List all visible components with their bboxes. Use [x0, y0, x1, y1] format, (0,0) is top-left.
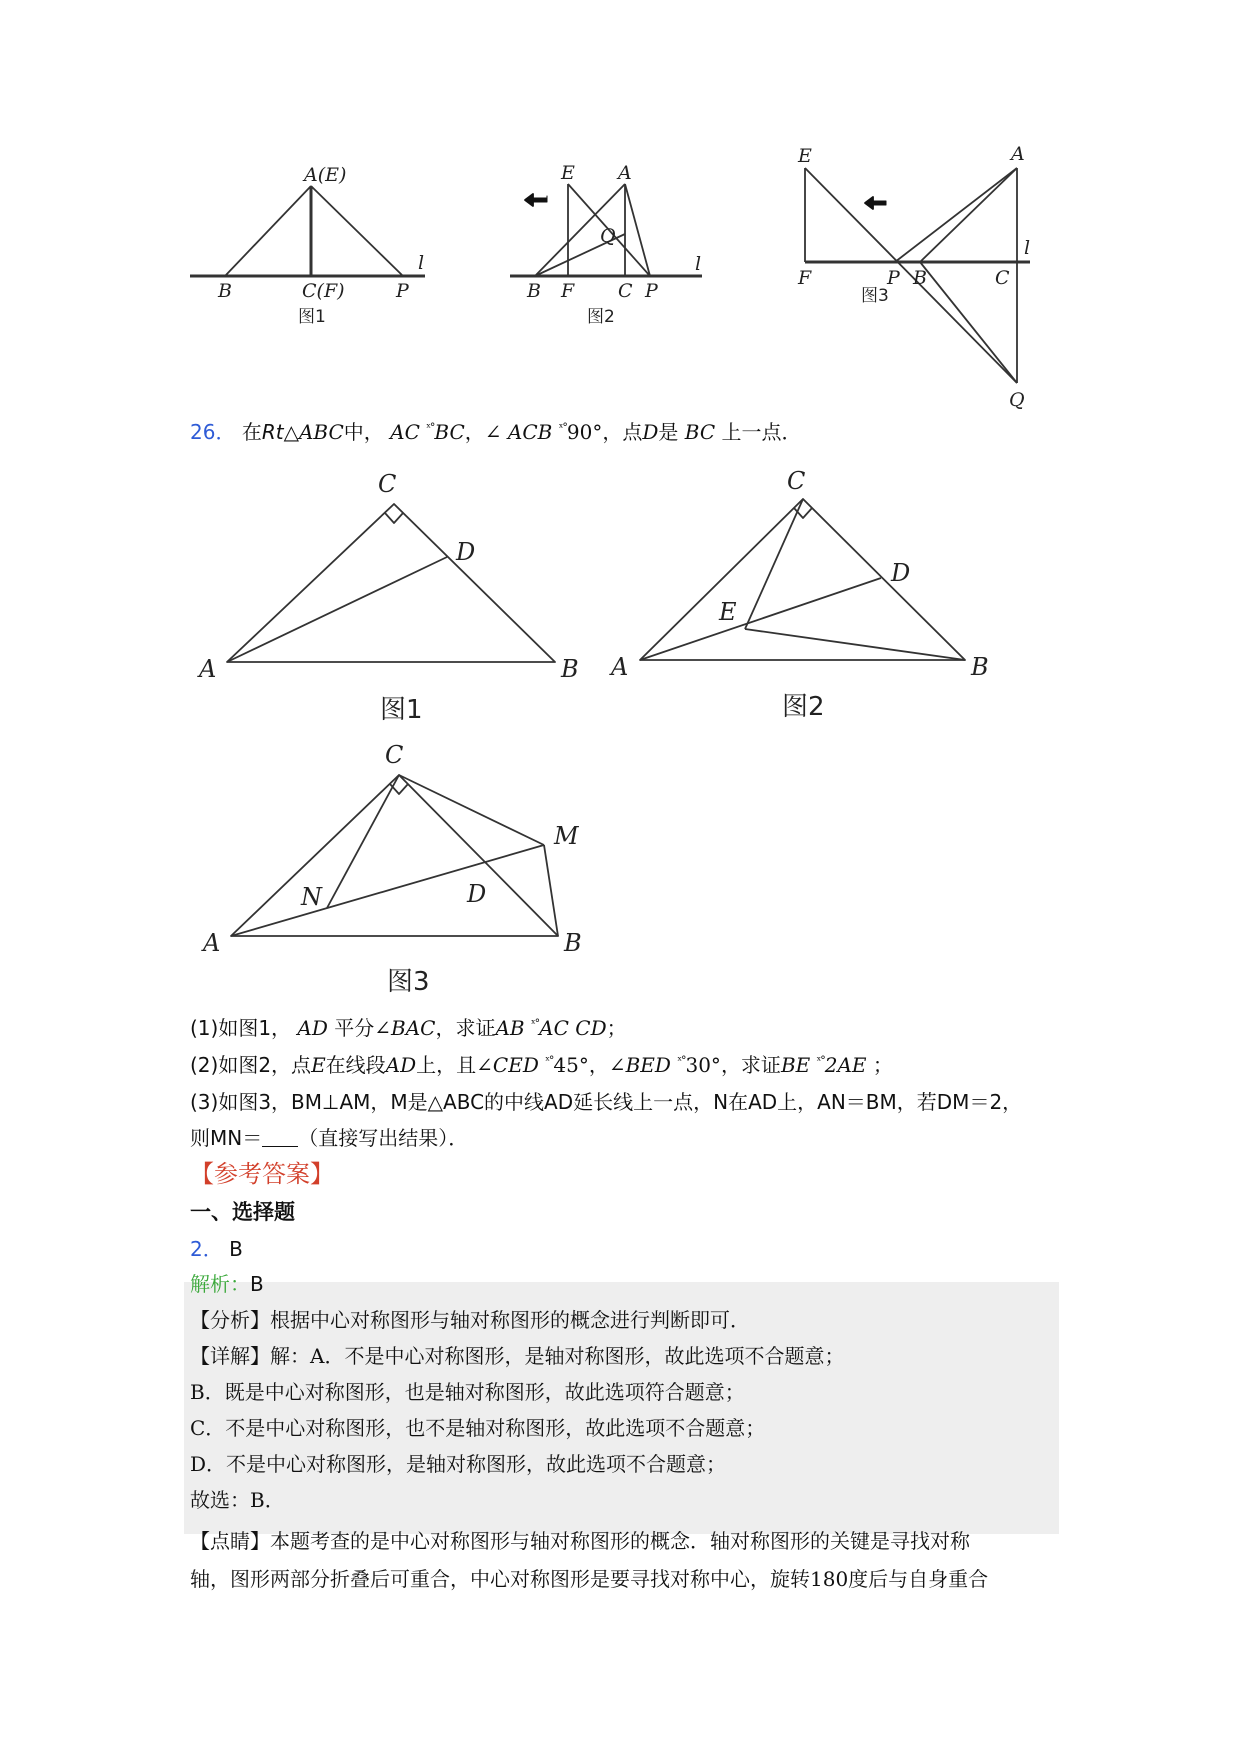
- answer-blank: [262, 1126, 298, 1147]
- label-l: l: [418, 252, 425, 274]
- analysis-line: 【分析】根据中心对称图形与轴对称图形的概念进行判断即可．: [190, 1308, 750, 1332]
- triangle-abc: [640, 499, 965, 660]
- garbled-symbol: ˣ°: [530, 1017, 540, 1030]
- label-a: A: [618, 162, 632, 184]
- arrow-head-icon: [865, 197, 873, 209]
- label-a: A: [199, 655, 217, 683]
- label-p: P: [887, 267, 900, 289]
- label-d: D: [891, 559, 911, 587]
- right-angle-mark: [385, 513, 403, 523]
- label-d: D: [456, 538, 476, 566]
- label-b: B: [218, 280, 232, 302]
- analysis-line: 故选：B．: [190, 1488, 285, 1512]
- segment-eq: [805, 168, 1017, 383]
- garbled-symbol: ˣ°: [426, 421, 435, 434]
- label-q: Q: [1009, 389, 1025, 411]
- label-n: N: [301, 883, 322, 911]
- q26-figure-1: [185, 462, 585, 727]
- label-l: l: [1024, 237, 1031, 259]
- comment-line: 【点睛】本题考查的是中心对称图形与轴对称图形的概念．轴对称图形的关键是寻找对称: [190, 1529, 970, 1553]
- label-p: P: [396, 280, 409, 302]
- analysis-line: B．既是中心对称图形，也是轴对称图形，故此选项符合题意；: [190, 1380, 745, 1404]
- q26-figure-3: [185, 730, 625, 1000]
- answer-key-title: 【参考答案】: [190, 1160, 334, 1188]
- label-p: P: [645, 280, 658, 302]
- segment-ba: [225, 186, 311, 276]
- segment-mb: [544, 845, 558, 936]
- label-l: l: [695, 253, 702, 275]
- analysis-line: D．不是中心对称图形，是轴对称图形，故此选项不合题意；: [190, 1452, 727, 1476]
- analysis-heading: 解析：B: [190, 1272, 264, 1296]
- label-f: F: [798, 267, 812, 289]
- garbled-symbol: ˣ°: [816, 1054, 825, 1067]
- figure-caption: 图3: [861, 286, 889, 306]
- label-c-f: C(F): [302, 280, 345, 302]
- q26-part-1: (1)如图1， AD 平分∠BAC，求证AB $^{ˣ^\circ}$AC CD；: [190, 1016, 627, 1040]
- garbled-symbol: ˣ°: [558, 421, 567, 434]
- figure-caption: 图1: [298, 307, 326, 327]
- top-figure-2: [505, 160, 730, 340]
- garbled-symbol: ˣ°: [545, 1054, 554, 1067]
- label-a-e: A(E): [304, 164, 347, 186]
- label-q: Q: [600, 225, 616, 247]
- comment-line: 轴，图形两部分折叠后可重合，中心对称图形是要寻找对称中心，旋转180度后与自身重合: [190, 1567, 989, 1591]
- question-number: 26．: [190, 420, 236, 444]
- label-c: C: [378, 470, 397, 498]
- label-a: A: [1011, 143, 1025, 165]
- top-figure-3: [785, 140, 1045, 415]
- label-f: F: [561, 280, 575, 302]
- segment-ap: [311, 186, 403, 276]
- figure-caption: 图3: [387, 967, 430, 997]
- q26-part-3-line-2: 则MN＝ （直接写出结果）．: [190, 1126, 469, 1150]
- label-a: A: [611, 653, 629, 681]
- label-a: A: [203, 929, 221, 957]
- label-c: C: [385, 741, 404, 769]
- figure-caption: 图1: [380, 695, 423, 725]
- segment-eb: [745, 629, 965, 660]
- label-b: B: [527, 280, 541, 302]
- segment-cn: [327, 775, 399, 908]
- label-e: E: [798, 145, 812, 167]
- segment-ap: [895, 168, 1017, 262]
- question-26-stem: 26． 在Rt△ABC中， AC $^{ˣ^\circ}$BC，∠ ACB $^{ˣ^\circ}$90°，点D是 BC 上一点．: [190, 420, 802, 444]
- segment-cm: [399, 775, 544, 845]
- label-e: E: [719, 598, 737, 626]
- answer-q2: 2． B: [190, 1237, 243, 1261]
- q26-figure-2: [605, 462, 1005, 727]
- label-b: B: [913, 267, 927, 289]
- label-b: B: [564, 929, 582, 957]
- question-number: 2．: [190, 1237, 223, 1261]
- label-c: C: [618, 280, 633, 302]
- segment-ad: [227, 557, 447, 662]
- figure-caption: 图2: [782, 692, 825, 722]
- label-b: B: [971, 653, 989, 681]
- garbled-symbol: ˣ°: [677, 1054, 686, 1067]
- figure-caption: 图2: [587, 307, 615, 327]
- q26-part-2: (2)如图2，点E在线段AD上，且∠CED $^{ˣ^\circ}$45°，∠BED $^{ˣ^\circ}$30°，求证BE $^{ˣ^\circ}$2AE ；: [190, 1053, 893, 1077]
- arrow-head-icon: [525, 194, 533, 206]
- segment-ce: [745, 499, 803, 629]
- label-m: M: [554, 822, 579, 850]
- segment-ab: [920, 168, 1017, 262]
- top-figure-1: [180, 155, 440, 340]
- section-heading: 一、选择题: [190, 1200, 295, 1224]
- q26-part-3-line-1: (3)如图3，BM⊥AM，M是△ABC的中线AD延长线上一点，N在AD上，AN＝BM，若DM＝2，: [190, 1090, 1023, 1114]
- analysis-line: C．不是中心对称图形，也不是轴对称图形，故此选项不合题意；: [190, 1416, 766, 1440]
- label-d: D: [467, 880, 487, 908]
- analysis-line: 【详解】解：A．不是中心对称图形，是轴对称图形，故此选项不合题意；: [190, 1344, 845, 1368]
- label-b: B: [561, 655, 579, 683]
- label-c: C: [787, 467, 806, 495]
- label-e: E: [561, 162, 575, 184]
- segment-ad: [640, 578, 881, 660]
- label-c: C: [995, 267, 1010, 289]
